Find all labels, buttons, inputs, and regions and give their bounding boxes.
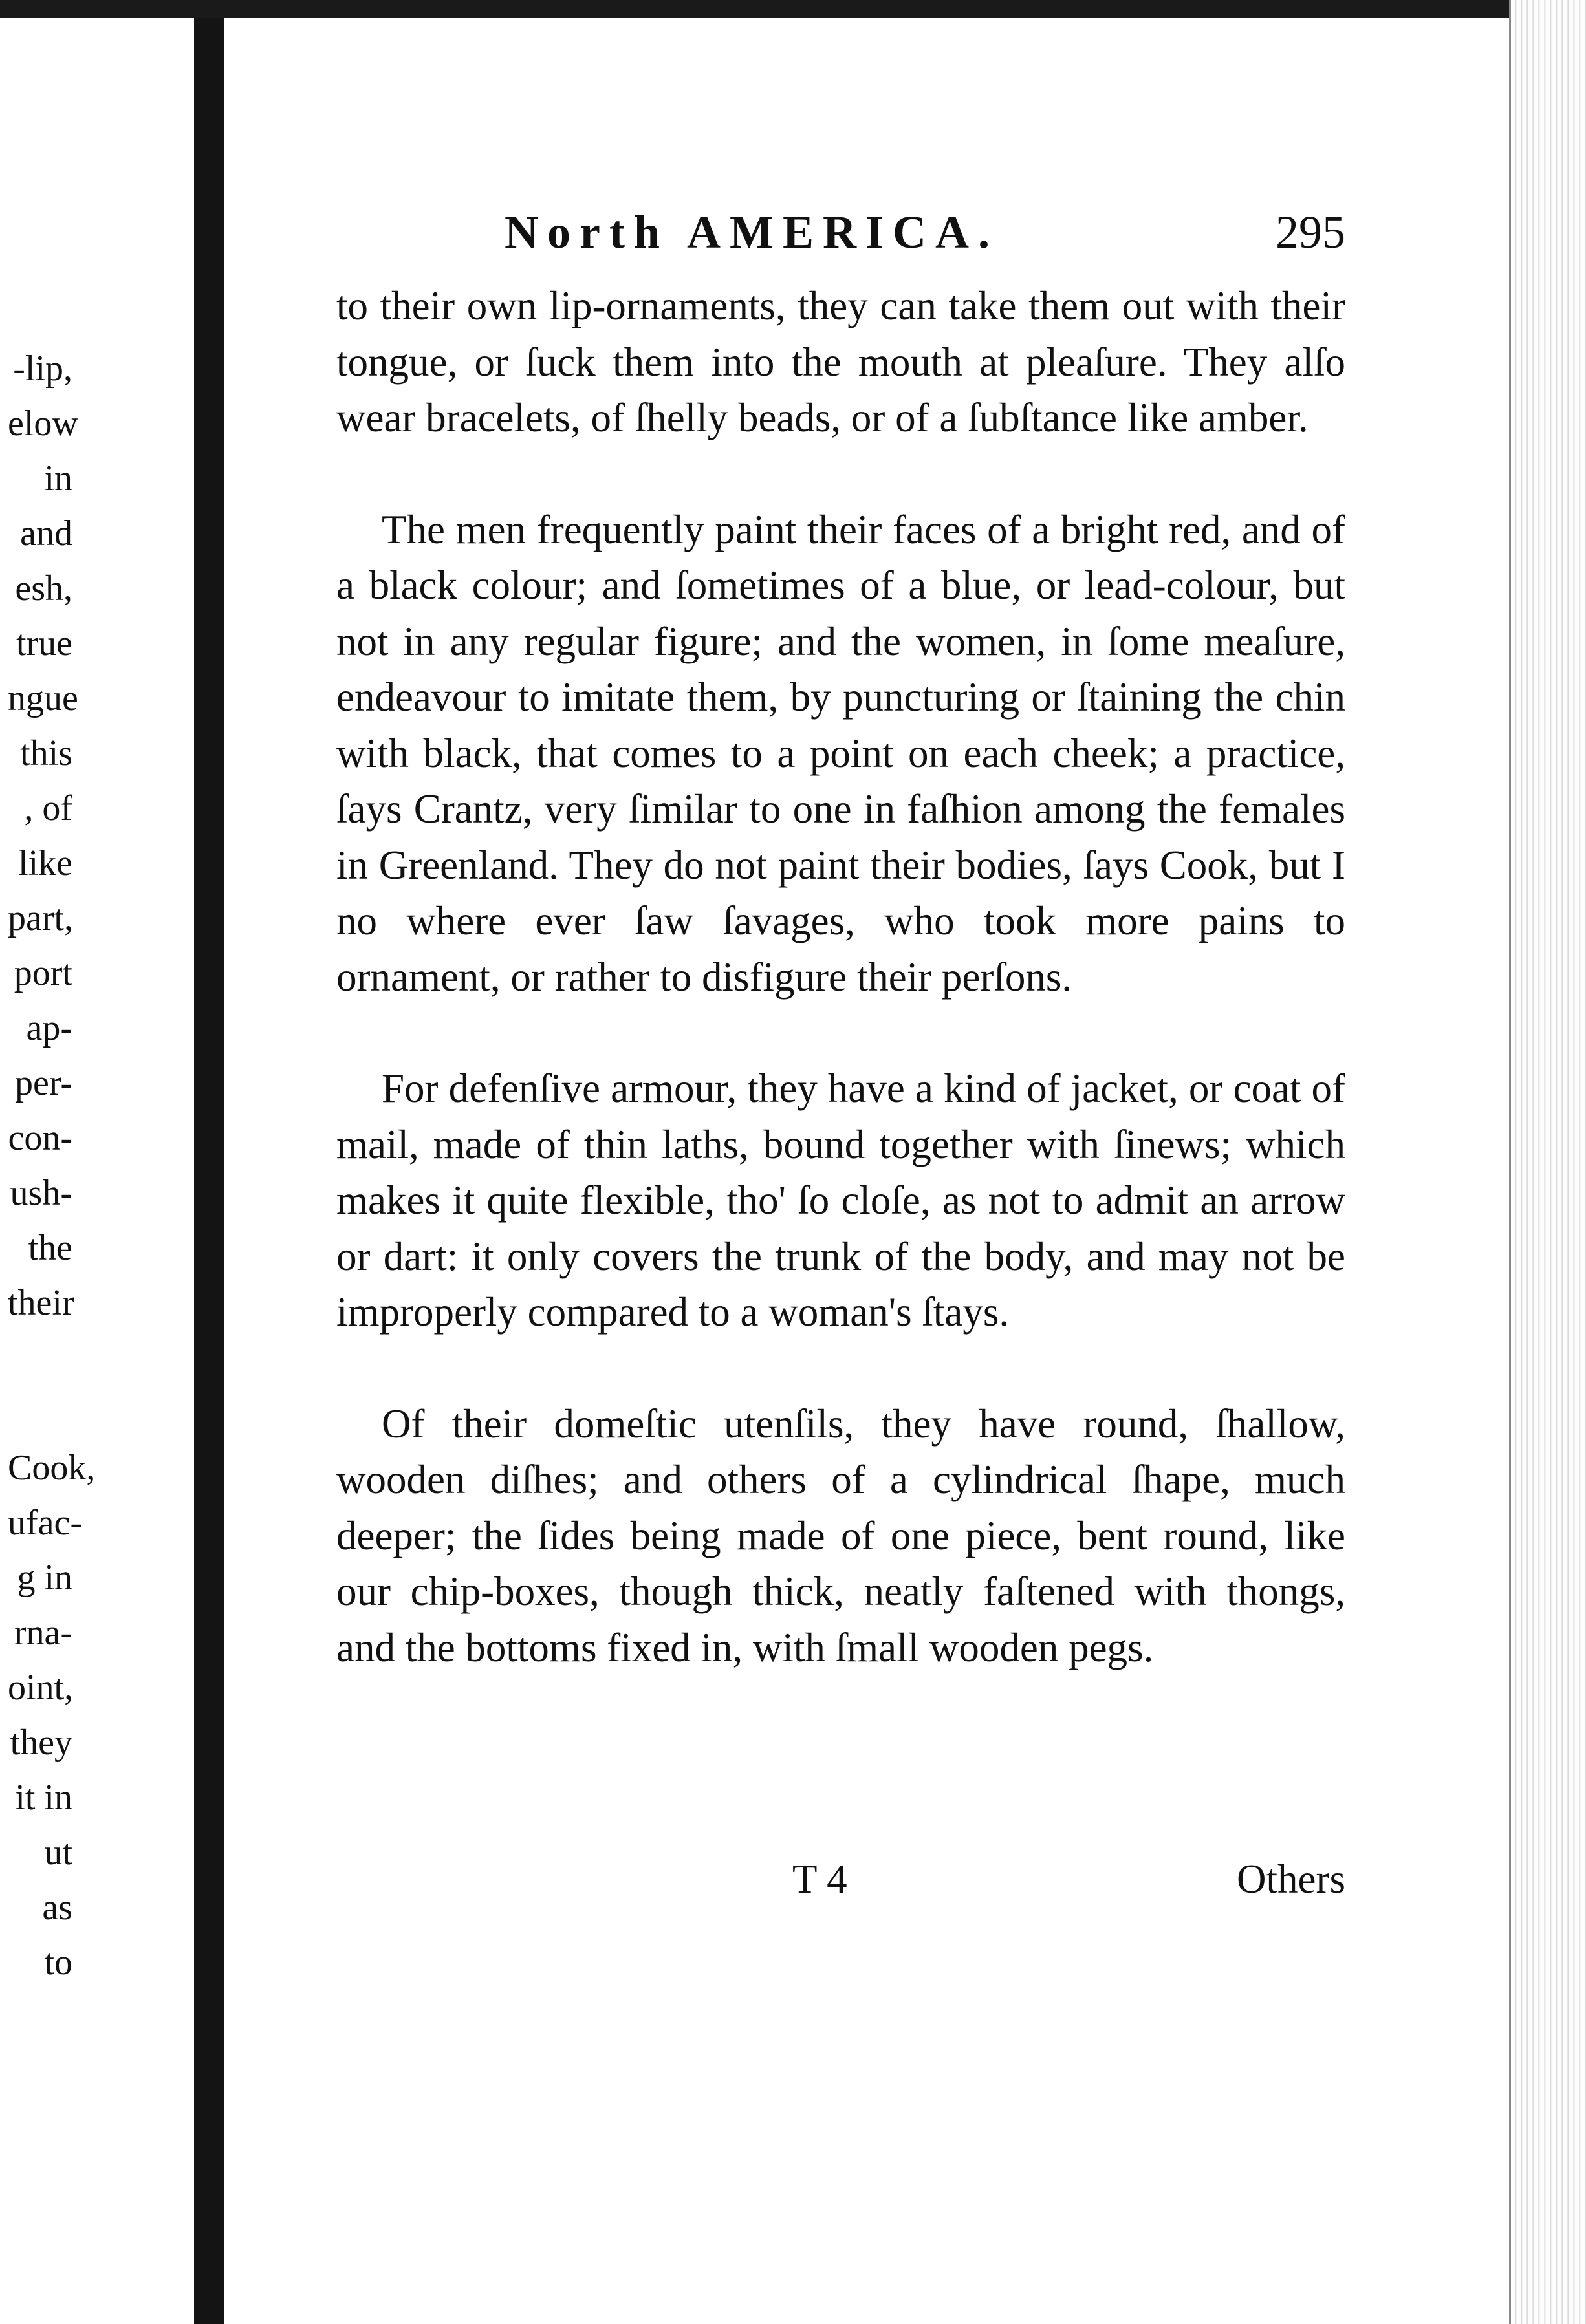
facing-page-fragment: ap- xyxy=(26,1008,72,1048)
facing-page-fragment xyxy=(8,1331,72,1386)
facing-page-fragment: and xyxy=(20,513,72,554)
page-stack-edge xyxy=(1509,0,1586,2324)
facing-page-fragment: Cook, xyxy=(8,1448,96,1488)
facing-page-fragment: this xyxy=(20,733,72,773)
facing-page-fragment: they xyxy=(10,1723,72,1763)
facing-page-fragment: part, xyxy=(8,898,74,938)
facing-page-fragment: con- xyxy=(8,1118,72,1158)
facing-page-fragment: in xyxy=(44,458,72,499)
running-head-title: North AMERICA. xyxy=(505,206,999,258)
facing-page-fragment xyxy=(8,1386,72,1441)
facing-page-fragment: their xyxy=(8,1283,74,1323)
facing-page-fragment: per- xyxy=(14,1063,72,1103)
facing-page-fragment: -lip, xyxy=(13,349,72,389)
facing-page-fragment: true xyxy=(16,623,72,663)
catchword: Others xyxy=(1237,1856,1345,1902)
facing-page-left xyxy=(0,18,194,2324)
paragraph-4: Of their domeſtic utenſils, they have round, ſhallow, wooden diſhes; and others of a cylindrical ſhape, much deeper; the ſides being made of one piece, bent round, like our chip-boxes, though thick, neatly faſtened with thongs, and the bottoms fixed in, with ſmall wooden pegs. xyxy=(336,1401,1345,1670)
body-text xyxy=(336,278,1345,1731)
facing-page-fragment: ut as xyxy=(42,1833,72,1928)
facing-page-fragment: it in xyxy=(15,1778,72,1818)
facing-page-fragment: oint, xyxy=(8,1668,74,1708)
paragraph-2: The men frequently paint their faces of a bright red, and of a black colour; and ſometimes of a blue, or lead-colour, but not in any regular figure; and the women, in ſome meaſure, endeavour to imitate them, by puncturing or ſtaining the chin with black, that comes to a point on each cheek; a practice, ſays Crantz, very ſimilar to one in faſhion among the females in Greenland. They do not paint their bodies, ſays Cook, but I no where ever ſaw ſavages, who took more pains to ornament, or rather to disfigure their perſons. xyxy=(336,506,1345,1000)
facing-page-fragment: , of xyxy=(24,788,72,828)
facing-page-fragment: ngue xyxy=(8,678,78,718)
facing-page-fragment: elow xyxy=(8,403,78,444)
paragraph-3: For defenſive armour, they have a kind of jacket, or coat of mail, made of thin laths, bound together with ſinews; which makes it quite flexible, tho' ſo cloſe, as not to admit an arrow or dart: it only covers the trunk of the body, and may not be improperly compared to a woman's ſtays. xyxy=(336,1066,1345,1335)
footer-line xyxy=(336,1856,1345,1908)
page-number: 295 xyxy=(1276,206,1345,258)
facing-page-fragment: ush- xyxy=(10,1173,72,1213)
facing-page-fragment: ufac- xyxy=(8,1503,83,1543)
scan-border-top xyxy=(0,0,1586,18)
facing-page-line-ends xyxy=(8,341,96,1990)
facing-page-fragment: g in xyxy=(17,1558,72,1598)
facing-page-fragment: rna- xyxy=(14,1613,72,1653)
facing-page-fragment: like xyxy=(18,843,72,883)
running-head xyxy=(505,206,1345,270)
facing-page-fragment: the xyxy=(28,1228,72,1268)
facing-page-fragment: port xyxy=(14,953,72,993)
paragraph-1: to their own lip-ornaments, they can take them out with their tongue, or ſuck them into the mouth at pleaſure. They alſo wear bracelets, of ſhelly beads, or of a ſubſtance like amber. xyxy=(336,283,1345,440)
facing-page-fragment: esh, xyxy=(15,568,72,608)
signature-mark: T 4 xyxy=(792,1856,847,1902)
book-gutter xyxy=(194,18,224,2324)
facing-page-fragment: to xyxy=(44,1942,72,1983)
